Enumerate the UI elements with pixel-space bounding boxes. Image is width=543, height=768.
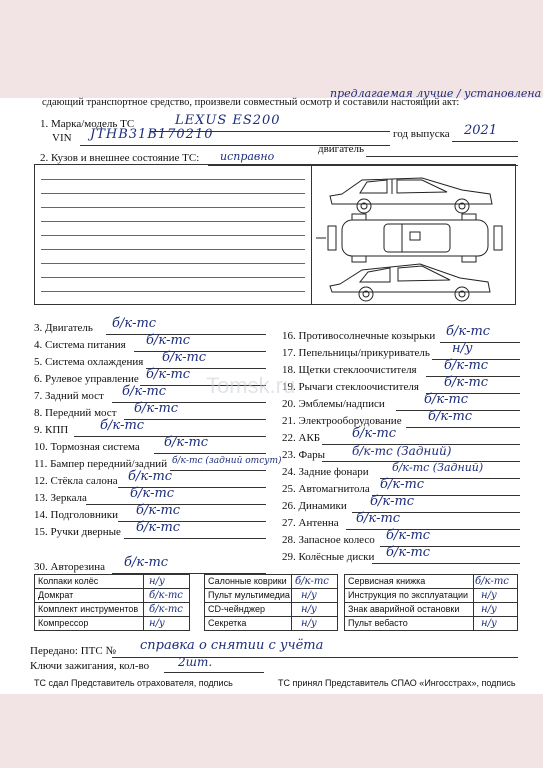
- equip-jack-label: Домкрат: [38, 590, 74, 600]
- item-electrical-label: 21. Электрооборудование: [282, 415, 402, 427]
- equipment-table-3: [344, 574, 518, 631]
- body-label: 2. Кузов и внешнее состояние ТС:: [40, 152, 200, 164]
- item-antenna-value: б/к-тс: [356, 511, 401, 526]
- equip-locking-bolt-label: Секретка: [208, 618, 247, 628]
- item-antenna-label: 27. Антенна: [282, 517, 339, 529]
- item-radio-label: 25. Автомагнитола: [282, 483, 370, 495]
- item-bumper-label: 11. Бампер передний/задний: [34, 458, 168, 470]
- item-electrical-value: б/к-тс: [428, 409, 473, 424]
- item-bumper-value: б/к-тс (задний отсут): [172, 456, 282, 466]
- item-battery-label: 22. АКБ: [282, 432, 321, 444]
- item-cooling-value: б/к-тс: [162, 350, 207, 365]
- make-model-label: 1. Марка/модель ТС: [40, 118, 135, 130]
- equip-service-book-value: б/к-тс: [475, 576, 509, 587]
- item-ashtrays-label: 17. Пепельницы/прикуриватель: [282, 347, 430, 359]
- watermark-text: Tomsk.ru: [206, 373, 296, 398]
- equip-multimedia-remote-value: н/у: [301, 590, 317, 601]
- equip-hubcaps-value: н/у: [149, 576, 165, 587]
- item-battery-value: б/к-тс: [352, 426, 397, 441]
- item-front-axle-value: б/к-тс: [134, 401, 179, 416]
- item-spare-wheel-value: б/к-тс: [386, 528, 431, 543]
- body-value: исправно: [220, 150, 275, 163]
- item-taillights-label: 24. Задние фонари: [282, 466, 369, 478]
- equip-warning-triangle-label: Знак аварийной остановки: [348, 604, 460, 614]
- item-gearbox-value: б/к-тс: [100, 418, 145, 433]
- item-brakes-value: б/к-тс: [164, 435, 209, 450]
- equip-jack-value: б/к-тс: [149, 590, 183, 601]
- item-spare-wheel-label: 28. Запасное колесо: [282, 534, 375, 546]
- item-wiper-blades-label: 18. Щетки стеклоочистителя: [282, 364, 417, 376]
- header-handwriting: предлагаемая лучше / установлена: [330, 87, 542, 100]
- equip-manual-label: Инструкция по эксплуатации: [348, 590, 469, 600]
- engine-label: двигатель: [318, 143, 364, 155]
- equip-service-book-label: Сервисная книжка: [348, 576, 426, 586]
- equip-hubcaps-label: Колпаки колёс: [38, 576, 99, 586]
- signature-transferor: ТС сдал Представитель отрахователя, подпись: [34, 678, 233, 688]
- item-headrests-label: 14. Подголовники: [34, 509, 119, 521]
- equipment-table-2: [204, 574, 338, 631]
- signature-receiver: ТС принял Представитель СПАО «Ингосстрах», подпись: [278, 678, 516, 688]
- keys-value: 2шт.: [178, 655, 213, 669]
- item-rear-axle-label: 7. Задний мост: [34, 390, 104, 402]
- item-door-handles-value: б/к-тс: [136, 520, 181, 535]
- item-wiper-arms-label: 19. Рычаги стеклоочистителя: [282, 381, 419, 393]
- vin-label: VIN: [52, 132, 72, 144]
- equip-multimedia-remote-label: Пульт мультимедиа: [208, 590, 290, 600]
- item-mirrors-label: 13. Зеркала: [34, 492, 87, 504]
- item-door-handles-label: 15. Ручки дверные: [34, 526, 121, 538]
- equip-floor-mats-label: Салонные коврики: [208, 576, 287, 586]
- item-radio-value: б/к-тс: [380, 477, 425, 492]
- scan-bottom-margin: [0, 694, 543, 768]
- item-headlights-value: б/к-тс (Задний): [352, 444, 452, 458]
- item-wheel-rims-value: б/к-тс: [386, 545, 431, 560]
- item-ashtrays-value: н/у: [452, 341, 473, 356]
- year-value: 2021: [464, 123, 498, 138]
- equip-locking-bolt-value: н/у: [301, 618, 317, 629]
- equip-cd-changer-label: CD-чейнджер: [208, 604, 265, 614]
- equip-webasto-remote-value: н/у: [481, 618, 497, 629]
- equipment-table-1: [34, 574, 190, 631]
- item-steering-label: 6. Рулевое управление: [34, 373, 139, 385]
- scan-top-margin: [0, 0, 543, 98]
- item-rear-axle-value: б/к-тс: [122, 384, 167, 399]
- item-wiper-arms-value: б/к-тс: [444, 375, 489, 390]
- item-wiper-blades-value: б/к-тс: [444, 358, 489, 373]
- item-steering-value: б/к-тс: [146, 367, 191, 382]
- item-windows-value: б/к-тс: [128, 469, 173, 484]
- item-speakers-label: 26. Динамики: [282, 500, 347, 512]
- item-emblems-value: б/к-тс: [424, 392, 469, 407]
- car-diagram-icon: [312, 166, 512, 304]
- item-tires-value: б/к-тс: [124, 555, 169, 570]
- item-cooling-label: 5. Система охлаждения: [34, 356, 144, 368]
- equip-manual-value: н/у: [481, 590, 497, 601]
- item-sun-visors-label: 16. Противосолнечные козырьки: [282, 330, 436, 342]
- item-engine-value: б/к-тс: [112, 316, 157, 331]
- equip-webasto-remote-label: Пульт вебасто: [348, 618, 408, 628]
- item-headlights-label: 23. Фары: [282, 449, 325, 461]
- item-emblems-label: 20. Эмблемы/надписи: [282, 398, 385, 410]
- pts-label: Передано: ПТС №: [30, 645, 116, 657]
- item-taillights-value: б/к-тс (Задний): [392, 461, 484, 474]
- equip-toolkit-value: б/к-тс: [149, 604, 183, 615]
- equip-warning-triangle-value: н/у: [481, 604, 497, 615]
- pts-value: справка о снятии с учёта: [140, 638, 324, 653]
- item-gearbox-label: 9. КПП: [34, 424, 69, 436]
- item-engine-label: 3. Двигатель: [34, 322, 93, 334]
- item-front-axle-label: 8. Передний мост: [34, 407, 117, 419]
- item-mirrors-value: б/к-тс: [130, 486, 175, 501]
- equip-compressor-label: Компрессор: [38, 618, 89, 628]
- item-sun-visors-value: б/к-тс: [446, 324, 491, 339]
- item-windows-label: 12. Стёкла салона: [34, 475, 118, 487]
- item-tires-label: 30. Авторезина: [34, 561, 106, 573]
- vin-value: JTHB31B170210: [90, 127, 214, 142]
- item-speakers-value: б/к-тс: [370, 494, 415, 509]
- intro-line: сдающий транспортное средство, произвели совместный осмотр и составили настоящий акт:: [42, 97, 460, 108]
- equip-cd-changer-value: н/у: [301, 604, 317, 615]
- equip-floor-mats-value: б/к-тс: [295, 576, 329, 587]
- equip-compressor-value: н/у: [149, 618, 165, 629]
- item-brakes-label: 10. Тормозная система: [34, 441, 140, 453]
- item-headrests-value: б/к-тс: [136, 503, 181, 518]
- make-model-value: LEXUS ES200: [175, 113, 281, 128]
- item-fuel-system-label: 4. Система питания: [34, 339, 126, 351]
- item-fuel-system-value: б/к-тс: [146, 333, 191, 348]
- keys-label: Ключи зажигания, кол-во: [30, 660, 150, 672]
- equip-toolkit-label: Комплект инструментов: [38, 604, 139, 614]
- item-wheel-rims-label: 29. Колёсные диски: [282, 551, 375, 563]
- year-label: год выпуска: [393, 128, 450, 140]
